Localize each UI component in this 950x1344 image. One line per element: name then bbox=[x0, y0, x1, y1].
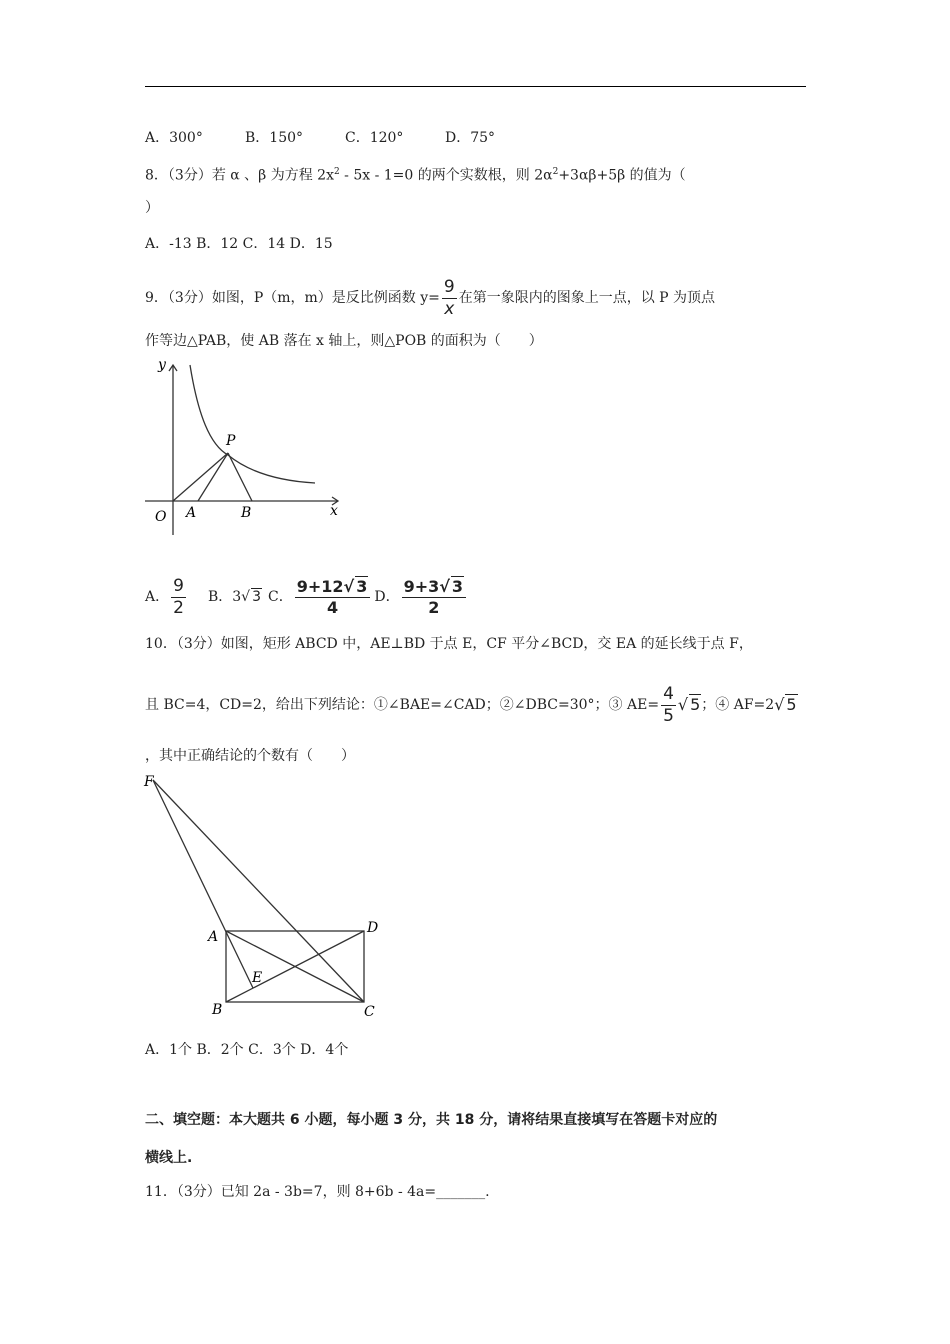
q10-rad2: 5 bbox=[786, 695, 797, 714]
q8-closing: ） bbox=[145, 200, 159, 216]
q10-text-mid: ；④ AF=2 bbox=[701, 697, 775, 713]
q9-opt-a-num: 9 bbox=[173, 575, 184, 596]
q10-label-c: C bbox=[364, 1004, 375, 1020]
q10-frac-num: 4 bbox=[663, 683, 674, 704]
q9-opt-d-num-pre: 9+3 bbox=[403, 576, 440, 596]
q9-line-pa bbox=[198, 453, 228, 501]
q10-stem-line1: 10．（3分）如图，矩形 ABCD 中，AE⊥BD 于点 E，CF 平分∠BCD，交 EA 的延长线于点 F， bbox=[145, 636, 753, 652]
q10-figure bbox=[140, 770, 390, 1025]
q10-stem-line3: ，其中正确结论的个数有（ ） bbox=[145, 748, 355, 764]
q9-stem-line2: 作等边△PAB，使 AB 落在 x 轴上，则△POB 的面积为（ ） bbox=[145, 333, 543, 349]
q10-frac-den: 5 bbox=[663, 705, 674, 726]
q9-opt-c-num-pre: 9+12 bbox=[296, 576, 344, 596]
q8-text-before: 8．（3分）若 α 、β 为方程 2x bbox=[145, 167, 334, 184]
q8-text-after: +3αβ+5β 的值为（ bbox=[558, 167, 686, 184]
q7-option-b: B．150° bbox=[245, 130, 304, 146]
q9-label-a: A bbox=[186, 505, 197, 521]
q9-fraction bbox=[442, 276, 457, 319]
q9-text-after: 在第一象限内的图象上一点，以 P 为顶点 bbox=[458, 290, 716, 306]
q8-sup2: 2 bbox=[552, 167, 559, 177]
q10-label-a: A bbox=[208, 929, 219, 945]
q9-options bbox=[145, 574, 468, 620]
q10-rad1: 5 bbox=[690, 695, 701, 714]
q9-line-op bbox=[173, 453, 228, 501]
section2-heading-cont: 横线上. bbox=[145, 1150, 193, 1166]
q9-opt-a-den: 2 bbox=[173, 597, 184, 618]
q10-sqrt1: √ 5 bbox=[677, 695, 701, 714]
q9-opt-a-label: A． bbox=[145, 589, 170, 605]
q9-label-x: x bbox=[330, 503, 338, 519]
q9-opt-d-den: 2 bbox=[428, 597, 440, 617]
q10-label-b: B bbox=[212, 1002, 223, 1018]
q8-text-mid: - 5x - 1=0 的两个实数根，则 2α bbox=[339, 167, 553, 184]
section2-heading: 二、填空题：本大题共 6 小题，每小题 3 分，共 18 分，请将结果直接填写在答题卡对应的 bbox=[145, 1112, 718, 1128]
q9-label-p: P bbox=[226, 433, 236, 449]
q8-sup: 2 bbox=[333, 167, 340, 177]
q9-line-pb bbox=[228, 453, 252, 501]
q7-options bbox=[145, 128, 495, 148]
q9-stem-line1 bbox=[145, 276, 716, 319]
q9-label-b: B bbox=[241, 505, 252, 521]
header-rule bbox=[145, 86, 806, 87]
q9-opt-d-frac: $\frac{9+3√ 3}{2}$ bbox=[402, 579, 466, 616]
q9-label-y: y bbox=[158, 357, 166, 373]
q10-line-fe bbox=[153, 780, 253, 988]
q9-opt-d-label: D． bbox=[374, 589, 400, 605]
q7-option-a: A．300° bbox=[145, 130, 203, 146]
q10-label-f: F bbox=[144, 774, 154, 790]
q9-curve bbox=[190, 365, 315, 483]
q10-label-d: D bbox=[367, 920, 379, 936]
q10-fraction bbox=[661, 683, 676, 726]
q9-opt-b-label: B．3 bbox=[207, 589, 242, 605]
q9-opt-c-rad: 3 bbox=[356, 576, 368, 596]
q10-options: A．1个 B．2个 C．3个 D．4个 bbox=[145, 1042, 349, 1058]
q11-stem: 11．（3分）已知 2a - 3b=7，则 8+6b - 4a=_______. bbox=[145, 1184, 490, 1200]
q9-text-before: 9．（3分）如图，P（m，m）是反比例函数 y= bbox=[145, 290, 440, 306]
q10-sqrt2: √ 5 bbox=[774, 695, 797, 714]
q8-stem bbox=[145, 162, 686, 186]
q10-label-e: E bbox=[252, 970, 263, 986]
q9-frac-den: x bbox=[444, 298, 455, 319]
q9-opt-c-label: C． bbox=[268, 589, 293, 605]
q8-options: A．‐13 B．12 C．14 D．15 bbox=[145, 236, 333, 252]
q9-opt-a-frac bbox=[171, 575, 186, 618]
q9-opt-c-den: 4 bbox=[326, 597, 339, 617]
q9-opt-b-rad: 3 bbox=[252, 589, 261, 605]
q9-opt-b-sqrt: √ 3 bbox=[241, 589, 261, 605]
q9-frac-num: 9 bbox=[443, 276, 455, 297]
q9-figure bbox=[140, 355, 350, 540]
q10-line-fc bbox=[153, 780, 364, 1002]
q9-opt-d-rad: 3 bbox=[451, 576, 464, 596]
q9-label-o: O bbox=[155, 509, 167, 525]
q9-opt-c-frac: $\frac{9+12√ 3}{4}$ bbox=[295, 579, 371, 616]
q10-text-before: 且 BC=4，CD=2，给出下列结论：①∠BAE=∠CAD；②∠DBC=30°；③ AE= bbox=[145, 697, 660, 713]
q7-option-c: C．120° bbox=[345, 130, 404, 146]
q7-option-d: D．75° bbox=[445, 130, 496, 146]
q10-stem-line2 bbox=[145, 684, 798, 726]
